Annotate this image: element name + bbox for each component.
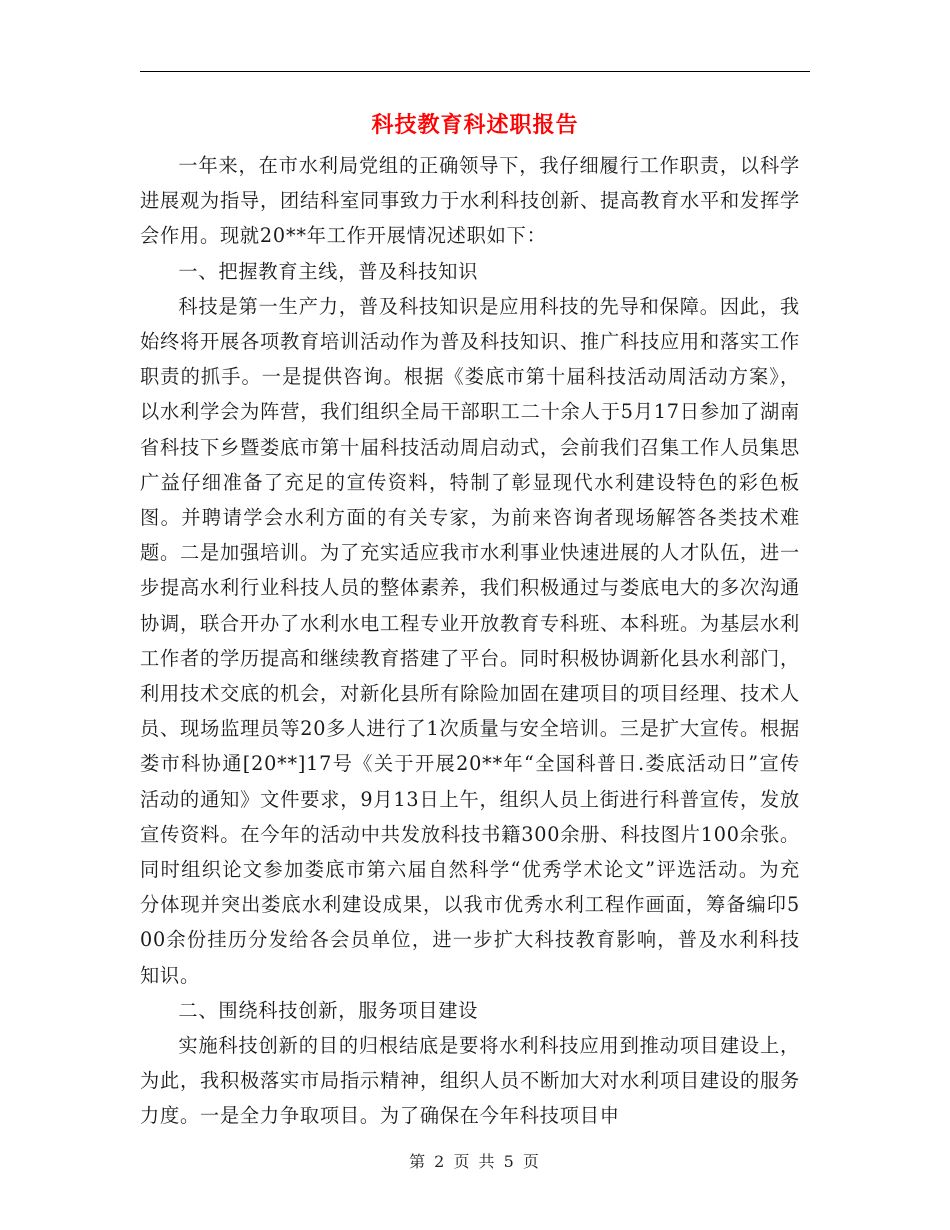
section-heading-1: 一、把握教育主线，普及科技知识 bbox=[178, 259, 479, 283]
paragraph-section-1: 科技是第一生产力，普及科技知识是应用科技的先导和保障。因此，我始终将开展各项教育培训活动作为普及科技知识、推广科技应用和落实工作职责的抓手。一是提供咨询。根据《娄底市第十届科技活动周活动方案》，以水利学会为阵营，我们组织全局干部职工二十余人于5月17日参加了湖南省科技下乡暨娄底市第十届科技活动周启动式，会前我们召集工作人员集思广益仔细准备了充足的宣传资料，特制了彰显现代水利建设特色的彩色板图。并聘请学会水利方面的有关专家，为前来咨询者现场解答各类技术难题。二是加强培训。为了充实适应我市水利事业快速进展的人才队伍，进一步提高水利行业科技人员的整体素养，我们积极通过与娄底电大的多次沟通协调，联合开办了水利水电工程专业开放教育专科班、本科班。为基层水利工作者的学历提高和继续教育搭建了平台。同时积极协调新化县水利部门，利用技术交底的机会，对新化县所有除险加固在建项目的项目经理、技术人员、现场监理员等20多人进行了1次质量与安全培训。三是扩大宣传。根据娄市科协通[20**]17号《关于开展20**年“全国科普日.娄底活动日”宣传活动的通知》文件要求，9月13日上午，组织人员上街进行科普宣传，发放宣传资料。在今年的活动中共发放科技书籍300余册、科技图片100余张。同时组织论文参加娄底市第六届自然科学“优秀学术论文”评选活动。为充分体现并突出娄底水利建设成果，以我市优秀水利工程作画面，筹备编印500余份挂历分发给各会员单位，进一步扩大科技教育影响，普及水利科技知识。 bbox=[140, 294, 800, 987]
section-heading-2: 二、围绕科技创新，服务项目建设 bbox=[178, 998, 479, 1022]
document-body bbox=[140, 148, 800, 1134]
header-rule bbox=[140, 71, 810, 72]
document-title: 科技教育科述职报告 bbox=[371, 112, 579, 138]
page-number-footer: 第 2 页 共 5 页 bbox=[409, 1152, 541, 1171]
paragraph-section-2: 实施科技创新的目的归根结底是要将水利科技应用到推动项目建设上，为此，我积极落实市局指示精神，组织人员不断加大对水利项目建设的服务力度。一是全力争取项目。为了确保在今年科技项目申 bbox=[140, 1034, 800, 1128]
paragraph-intro: 一年来，在市水利局党组的正确领导下，我仔细履行工作职责，以科学进展观为指导，团结科室同事致力于水利科技创新、提高教育水平和发挥学会作用。现就20**年工作开展情况述职如下： bbox=[140, 154, 800, 248]
